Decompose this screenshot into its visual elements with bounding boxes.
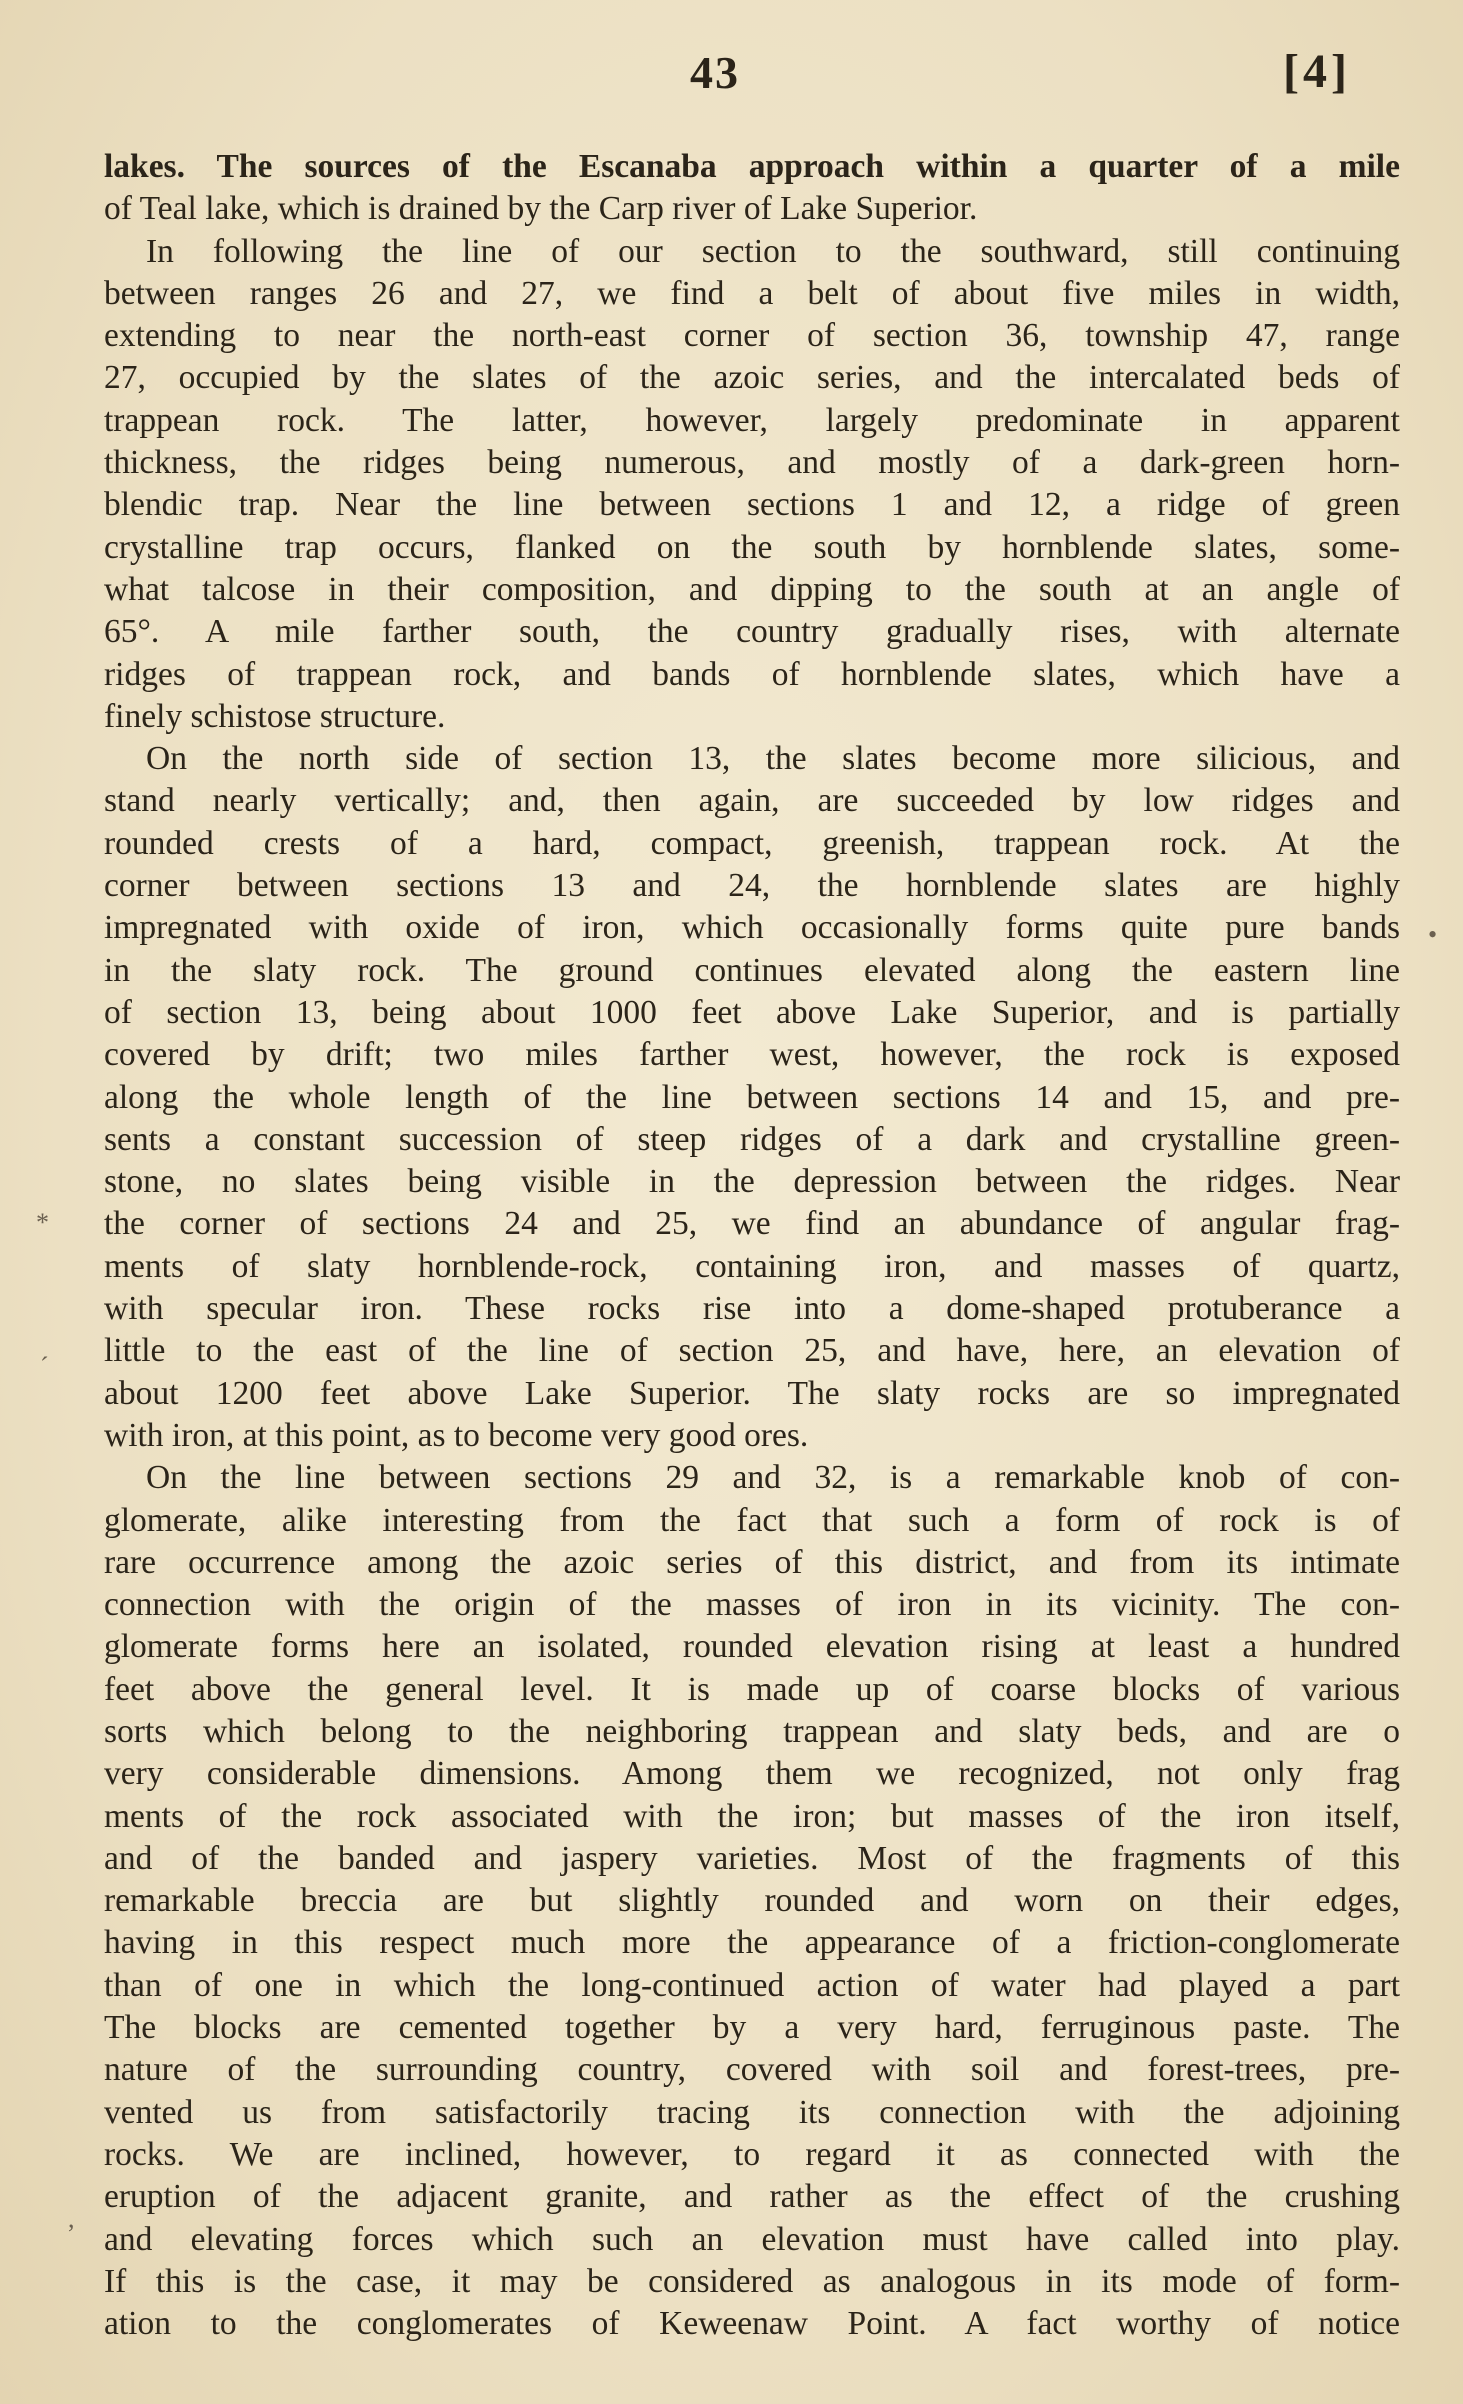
text-line: having in this respect much more the appearance of a friction-conglomerate — [104, 1924, 1400, 1962]
text-line: very considerable dimensions. Among them we recognized, not only frag — [104, 1755, 1400, 1793]
text-line: blendic trap. Near the line between sections 1 and 12, a ridge of green — [104, 486, 1400, 524]
text-line: On the north side of section 13, the slates become more silicious, and — [146, 740, 1400, 778]
text-line: and elevating forces which such an elevation must have called into play. — [104, 2220, 1400, 2258]
text-line: eruption of the adjacent granite, and rather as the effect of the crushing — [104, 2178, 1400, 2216]
stray-mark: • — [1428, 920, 1438, 949]
text-line: rare occurrence among the azoic series of this district, and from its intimate — [104, 1543, 1400, 1581]
text-line: nature of the surrounding country, covered with soil and forest-trees, pre- — [104, 2051, 1400, 2089]
text-line: On the line between sections 29 and 32, is a remarkable knob of con- — [146, 1459, 1400, 1497]
text-line: ments of the rock associated with the iron; but masses of the iron itself, — [104, 1797, 1400, 1835]
text-line: what talcose in their composition, and dipping to the south at an angle of — [104, 570, 1400, 608]
text-line: trappean rock. The latter, however, largely predominate in apparent — [104, 401, 1400, 439]
text-line: with specular iron. These rocks rise into a dome-shaped protuberance a — [104, 1290, 1400, 1328]
text-line: than of one in which the long-continued action of water had played a part — [104, 1966, 1400, 2004]
text-line: 65°. A mile farther south, the country gradually rises, with alternate — [104, 613, 1400, 651]
text-line: vented us from satisfactorily tracing its connection with the adjoining — [104, 2093, 1400, 2131]
text-line: lakes. The sources of the Escanaba approach within a quarter of a mile — [104, 148, 1400, 185]
text-line: 27, occupied by the slates of the azoic series, and the intercalated beds of — [104, 359, 1400, 397]
text-line: ments of slaty hornblende-rock, containing iron, and masses of quartz, — [104, 1247, 1400, 1285]
text-line: about 1200 feet above Lake Superior. The slaty rocks are so impregnated — [104, 1374, 1400, 1412]
text-line: along the whole length of the line between sections 14 and 15, and pre- — [104, 1078, 1400, 1116]
text-line: stand nearly vertically; and, then again, are succeeded by low ridges and — [104, 782, 1400, 820]
text-line: and of the banded and jaspery varieties. Most of the fragments of this — [104, 1839, 1400, 1877]
page-number: 43 — [690, 47, 740, 98]
page-header — [0, 38, 1463, 108]
text-line: sents a constant succession of steep ridges of a dark and crystalline green- — [104, 1120, 1400, 1158]
text-line: crystalline trap occurs, flanked on the south by hornblende slates, some- — [104, 528, 1400, 566]
document-number: [4] — [1283, 45, 1351, 98]
stray-mark: , — [68, 2204, 75, 2233]
text-line: of section 13, being about 1000 feet above Lake Superior, and is partially — [104, 993, 1400, 1031]
text-line: The blocks are cemented together by a very hard, ferruginous paste. The — [104, 2009, 1400, 2047]
text-line: impregnated with oxide of iron, which occasionally forms quite pure bands — [104, 909, 1400, 947]
text-line: rounded crests of a hard, compact, greenish, trappean rock. At the — [104, 824, 1400, 862]
text-line: corner between sections 13 and 24, the hornblende slates are highly — [104, 867, 1400, 905]
stray-mark: * — [36, 1208, 49, 1237]
text-line: little to the east of the line of section 25, and have, here, an elevation of — [104, 1332, 1400, 1370]
body-text — [104, 146, 1400, 2345]
text-line: finely schistose structure. — [104, 697, 446, 735]
text-line: remarkable breccia are but slightly rounded and worn on their edges, — [104, 1882, 1400, 1920]
text-line: feet above the general level. It is made up of coarse blocks of various — [104, 1670, 1400, 1708]
text-line: If this is the case, it may be considered as analogous in its mode of form- — [104, 2262, 1400, 2300]
text-line: glomerate, alike interesting from the fact that such a form of rock is of — [104, 1501, 1400, 1539]
text-line: in the slaty rock. The ground continues elevated along the eastern line — [104, 951, 1400, 989]
text-line: covered by drift; two miles farther west, however, the rock is exposed — [104, 1036, 1400, 1074]
text-line: thickness, the ridges being numerous, and mostly of a dark-green horn- — [104, 444, 1400, 482]
text-line: of Teal lake, which is drained by the Carp river of Lake Superior. — [104, 190, 978, 228]
text-line: glomerate forms here an isolated, rounded elevation rising at least a hundred — [104, 1628, 1400, 1666]
text-line: connection with the origin of the masses of iron in its vicinity. The con- — [104, 1586, 1400, 1624]
text-line: with iron, at this point, as to become very good ores. — [104, 1416, 809, 1454]
text-line: In following the line of our section to the southward, still continuing — [146, 232, 1400, 270]
text-line: between ranges 26 and 27, we find a belt of about five miles in width, — [104, 274, 1400, 312]
stray-mark: ´ — [40, 1352, 49, 1381]
text-line: ation to the conglomerates of Keweenaw Point. A fact worthy of notice — [104, 2305, 1400, 2343]
text-line: rocks. We are inclined, however, to regard it as connected with the — [104, 2135, 1400, 2173]
text-line: extending to near the north-east corner of section 36, township 47, range — [104, 317, 1400, 355]
text-line: sorts which belong to the neighboring trappean and slaty beds, and are o — [104, 1712, 1400, 1750]
text-line: stone, no slates being visible in the depression between the ridges. Near — [104, 1163, 1400, 1201]
text-line: ridges of trappean rock, and bands of hornblende slates, which have a — [104, 655, 1400, 693]
text-line: the corner of sections 24 and 25, we find an abundance of angular frag- — [104, 1205, 1400, 1243]
